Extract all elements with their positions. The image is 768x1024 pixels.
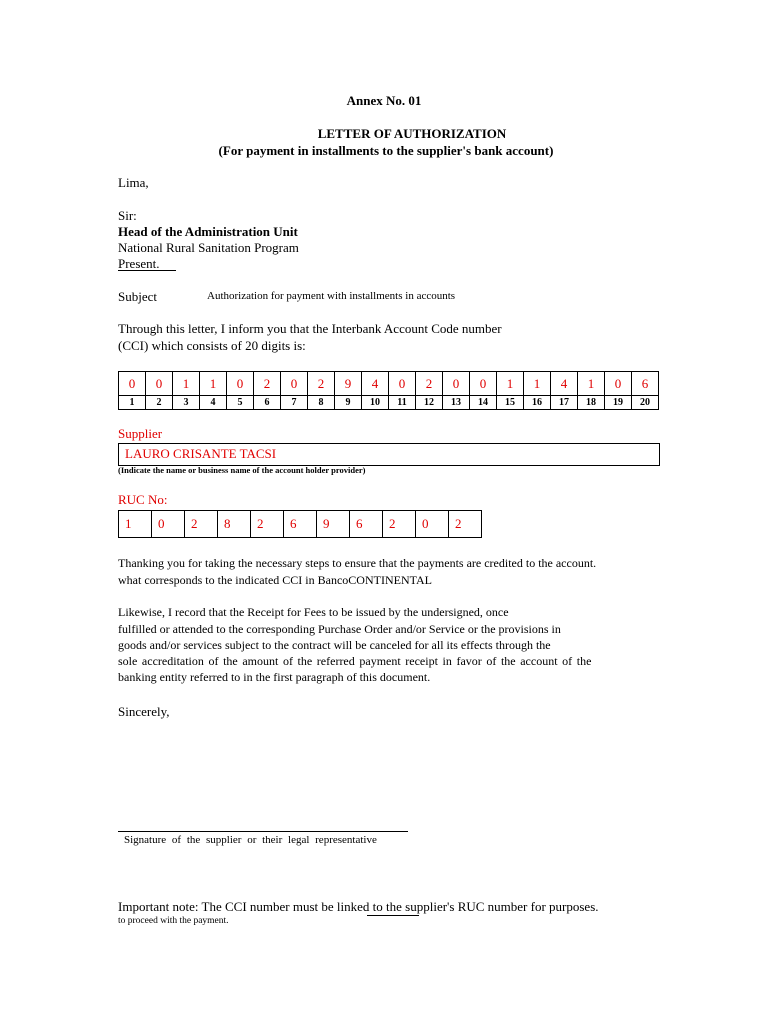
cci-index-row xyxy=(119,396,659,410)
supplier-label: Supplier xyxy=(118,426,163,441)
cci-digit: 1 xyxy=(578,372,605,396)
ruc-digit: 0 xyxy=(152,511,185,538)
ruc-digit: 6 xyxy=(350,511,383,538)
cci-digit: 2 xyxy=(416,372,443,396)
subject-label: Subject xyxy=(118,289,157,304)
ruc-digit: 2 xyxy=(251,511,284,538)
supplier-name-field xyxy=(118,443,660,466)
place: Lima, xyxy=(118,175,149,190)
cci-digits-row xyxy=(119,372,659,396)
cci-index: 11 xyxy=(389,396,416,410)
ruc-digit: 8 xyxy=(218,511,251,538)
cci-digit: 1 xyxy=(497,372,524,396)
cci-digit: 9 xyxy=(335,372,362,396)
cci-index: 13 xyxy=(443,396,470,410)
annex-number: Annex No. 01 xyxy=(346,93,422,108)
ruc-digit: 6 xyxy=(284,511,317,538)
cci-index: 3 xyxy=(173,396,200,410)
thanks-line-2: what corresponds to the indicated CCI in BancoCONTINENTAL xyxy=(118,573,432,587)
cci-index: 15 xyxy=(497,396,524,410)
cci-digit: 0 xyxy=(389,372,416,396)
cci-index: 20 xyxy=(632,396,659,410)
cci-digit: 4 xyxy=(551,372,578,396)
cci-index: 5 xyxy=(227,396,254,410)
signature-caption: Signature of the supplier or their legal representative xyxy=(124,834,377,846)
recipient-organization: National Rural Sanitation Program xyxy=(118,240,299,255)
cci-digit: 1 xyxy=(173,372,200,396)
likewise-line-3: goods and/or services subject to the contract will be canceled for all its effects through the xyxy=(118,638,551,652)
likewise-line-1: Likewise, I record that the Receipt for Fees to be issued by the undersigned, once xyxy=(118,605,509,619)
note-underline xyxy=(367,915,419,916)
cci-table xyxy=(118,371,659,410)
likewise-line-2: fulfilled or attended to the corresponding Purchase Order and/or Service or the provisions in xyxy=(118,622,561,636)
ruc-table xyxy=(118,510,482,538)
cci-digit: 0 xyxy=(605,372,632,396)
cci-digit: 2 xyxy=(254,372,281,396)
letter-subtitle: (For payment in installments to the supplier's bank account) xyxy=(218,143,554,158)
ruc-digits-row xyxy=(119,511,482,538)
closing: Sincerely, xyxy=(118,704,170,719)
cci-index: 12 xyxy=(416,396,443,410)
cci-index: 19 xyxy=(605,396,632,410)
cci-digit: 2 xyxy=(308,372,335,396)
cci-index: 18 xyxy=(578,396,605,410)
cci-digit: 0 xyxy=(470,372,497,396)
recipient-position: Head of the Administration Unit xyxy=(118,224,298,239)
ruc-label: RUC No: xyxy=(118,492,168,507)
ruc-digit: 2 xyxy=(383,511,416,538)
signature-line xyxy=(118,831,408,832)
cci-index: 17 xyxy=(551,396,578,410)
cci-digit: 1 xyxy=(200,372,227,396)
intro-line-2: (CCI) which consists of 20 digits is: xyxy=(118,338,306,353)
ruc-digit: 2 xyxy=(449,511,482,538)
important-note-line-2: to proceed with the payment. xyxy=(118,916,229,926)
ruc-digit: 1 xyxy=(119,511,152,538)
cci-digit: 4 xyxy=(362,372,389,396)
supplier-hint: (Indicate the name or business name of the account holder provider) xyxy=(118,465,366,475)
cci-digit: 6 xyxy=(632,372,659,396)
cci-digit: 0 xyxy=(119,372,146,396)
cci-digit: 0 xyxy=(227,372,254,396)
likewise-line-5: banking entity referred to in the first paragraph of this document. xyxy=(118,670,431,684)
letter-title: LETTER OF AUTHORIZATION xyxy=(317,126,507,141)
ruc-digit: 2 xyxy=(185,511,218,538)
cci-index: 6 xyxy=(254,396,281,410)
cci-index: 7 xyxy=(281,396,308,410)
cci-digit: 0 xyxy=(146,372,173,396)
recipient-present: Present. xyxy=(118,256,160,271)
cci-index: 9 xyxy=(335,396,362,410)
cci-digit: 0 xyxy=(443,372,470,396)
cci-index: 8 xyxy=(308,396,335,410)
cci-index: 14 xyxy=(470,396,497,410)
cci-digit: 1 xyxy=(524,372,551,396)
cci-index: 2 xyxy=(146,396,173,410)
present-underline xyxy=(118,270,176,271)
cci-index: 16 xyxy=(524,396,551,410)
cci-index: 10 xyxy=(362,396,389,410)
cci-index: 4 xyxy=(200,396,227,410)
supplier-name: LAURO CRISANTE TACSI xyxy=(125,446,277,461)
important-note-line-1: Important note: The CCI number must be linked to the supplier's RUC number for purposes. xyxy=(118,899,599,914)
cci-index: 1 xyxy=(119,396,146,410)
subject-text: Authorization for payment with installments in accounts xyxy=(207,290,456,302)
intro-line-1: Through this letter, I inform you that the Interbank Account Code number xyxy=(118,321,502,336)
cci-digit: 0 xyxy=(281,372,308,396)
ruc-digit: 9 xyxy=(317,511,350,538)
thanks-line-1: Thanking you for taking the necessary steps to ensure that the payments are credited to the account. xyxy=(118,556,597,570)
likewise-line-4: sole accreditation of the amount of the referred payment receipt in favor of the account of the xyxy=(118,654,592,668)
ruc-digit: 0 xyxy=(416,511,449,538)
salutation: Sir: xyxy=(118,208,137,223)
